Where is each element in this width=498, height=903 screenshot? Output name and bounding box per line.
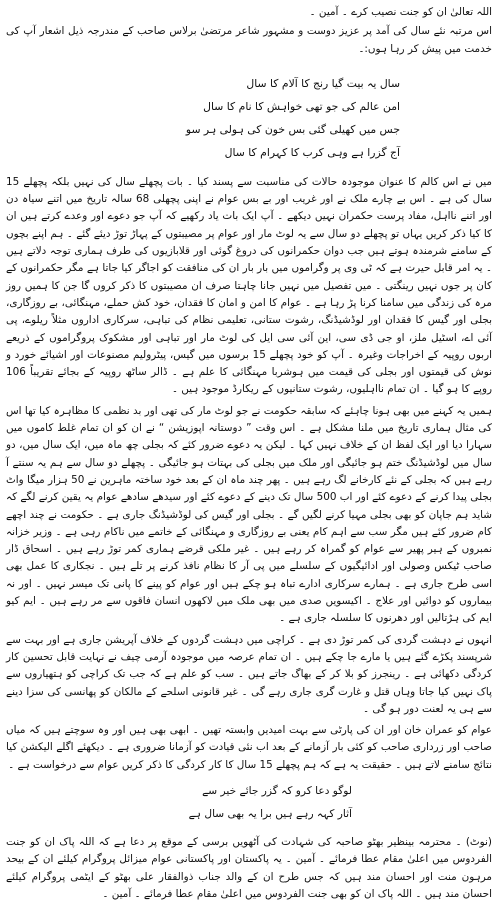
closing-couplet (6, 780, 492, 826)
poem-quatrain (6, 72, 492, 164)
couplet-line: لوگو دعا کرو کہ گزر جائے خیر سے (202, 784, 352, 797)
poem-line: آج گزرا ہے وہی کرب کا کہرام کا سال (224, 145, 400, 159)
poem-line: سال یہ بیت گیا رنج کا آلام کا سال (246, 76, 400, 90)
body-paragraph: میں نے اس کالم کا عنوان موجودہ حالات کی مناسبت سے پسند کیا ۔ بات پچھلے سال کی نہیں بلکہ پچھلے 15 سال کی ہے ۔ اس بے چارے ملک نے اور غریب اور بے بس عوام نے اپنی پچھلی 68 سالہ تاریخ میں اتنے سیاہ دن اور اتنے نااہل، مفاد پرست حکمران نہیں دیکھے ۔ آپ ایک بات یاد رکھیے کہ آپ جو دعوے اور وعدے کرتے ہیں ان کا کیا ذکر کریں یہاں تو پچھلے دو سال سے یہ لوٹ مار اور عوام پر مصیبتوں کے پہاڑ توڑ دیئے گئے ۔ ہم اپنے بچوں کے سامنے شرمندہ ہوتے ہیں جب دوان حکمرانوں کی دروغ گوئی اور قلابازیوں کی طرف ہماری توجہ دلاتے ہیں ۔ یہ امر قابل حیرت ہے کہ ٹی وی پر وگراموں میں بار بار ان کی منافقت کو اجاگر کیا جاتا ہے مگر حکمرانوں کے کان پر جوں نہیں رینگتی ۔ میں تفصیل میں نہیں جانا چاہتا صرف ان مصیبتوں کا ذکر کروں گا جن کا ہمیں روز مرہ کی زندگی میں سامنا کرنا پڑ رہا ہے ۔ عوام کا امن و امان کا فقدان، خود کش حملے، مہنگائی، بے روزگاری، بجلی اور گیس کا فقدان اور لوڈشیڈنگ، رشوت ستانی، تعلیمی نظام کی تباہی، سرکاری اداروں مثلاً ریلوے، پی آئی اے، اسٹیل ملز، او جی ڈی سی، این آئی سی ایل کی لوٹ مار اور تباہی اور مشکوک پروگراموں کے ذریعے اربوں روپیہ کے اخراجات وغیرہ ۔ آپ کو خود پچھلے 15 برسوں میں گیس، پیٹرولیم مصنوعات اور اشیائے خورد و نوش کی قیمتوں اور بجلی کی قیمت میں ہوشربا مہنگائی کا علم ہے ۔ ڈالر ساٹھ روپیہ کے بجائے تقریباً 106 روپے کا ہو گیا ۔ ان تمام نااہلیوں، رشوت ستانیوں کے ریکارڈ موجود ہیں ۔ (6, 175, 493, 396)
poem-line: امن عالم کی جو تھی خواہش کا نام کا سال (203, 99, 400, 113)
couplet-line: آثار کہہ رہے ہیں برا یہ بھی سال ہے (188, 807, 352, 820)
intro-paragraph: اس مرتبہ نئے سال کی آمد پر عزیز دوست و مشہور شاعر مرتضیٰ برلاس صاحب کے مندرجہ ذیل اشعار آپ کی خدمت میں پیش کر رہا ہوں:۔ (6, 25, 492, 55)
poem-line: جس میں کھیلی گئی بس خون کی ہولی ہر سو (185, 122, 400, 136)
body-paragraph: انہوں نے دہشت گردی کی کمر توڑ دی ہے ۔ کراچی میں دہشت گردوں کے خلاف آپریشن جاری ہے اور بہت سے شرپسند پکڑے گئے ہیں یا مارے جا چکے ہیں ۔ ان تمام عرصہ میں موجودہ آرمی چیف نے نہایت قابل تحسین کار کردگی دکھائی ہے ۔ رینجرز کو بلا کر کے بھاگ جاتے ہیں ۔ سب کو علم ہے کہ جب تک کراچی کو ہتھیاروں سے پاک نہیں کیا جاتا وہاں قتل و غارت گری جاری رہے گی ۔ غیر قانونی اسلحے کے مالکان کو پھانسی کی سزا دینے سے ہی یہ لعنت دور ہو گی ۔ (6, 633, 492, 715)
body-paragraph: عوام کو عمران خان اور ان کی پارٹی سے بہت امیدیں وابستہ تھیں ۔ ابھی بھی ہیں اور وہ سوچتے ہیں کہ میاں صاحب اور زرداری صاحب کو کئی بار آزمانے کے بعد اب نئی قیادت کو آزمانا ضروری ہے ۔ دیکھئے اگلے الیکشن کیا نتائج سامنے لاتے ہیں ۔ حقیقت یہ ہے کہ ہم پچھلے 15 سال کا کار کردگی کا ذکر کریں عوام سے درخواست ہے ۔ (6, 724, 492, 771)
opening-line: اللہ تعالیٰ ان کو جنت نصیب کرے ۔ آمین ۔ (309, 6, 492, 18)
body-paragraph: ہمیں یہ کہنے میں بھی ہونا چاہئے کہ سابقہ حکومت نے جو لوٹ مار کی تھی اور بد نظمی کا مظاہرہ کیا تھا اس کی مثال ہماری تاریخ میں ملنا مشکل ہے ۔ اس وقت ” دوستانہ اپوزیشن “ نے ان کو ان تمام غلط کاموں میں سہارا دیا اور ایک لفظ ان کے خلاف نہیں کہا ۔ لیکن یہ دعوے ضرور کئے کہ بجلی چھ ماہ میں، ایک سال میں، دو سال میں لوڈشیڈنگ ختم ہو جائیگی اور ملک میں بجلی کی بہتات ہو جائیگی ۔ پچھلے دو سال سے ہم یہ سنتے آ رہے ہیں کہ بجلی کے نئے کارخانے لگ رہے ہیں ۔ پھر چند ماہ ان کے بعد خود ساختہ ماہرین نے 50 ہزار میگا واٹ بجلی پیدا کرنے کے دعوے کئے اور اب 500 سال تک دینے کے دعوے کئے اور سیدھے سادھے عوام یہ یقین کرنے لگے کہ شاید ہم جاپان کو بھی بجلی مہیا کرنے لگیں گے ۔ بجلی اور گیس کی لوڈشیڈنگ جاری ہے ۔ حکومت نے چند اچھے کام ضرور کئے ہیں مگر سب سے اہم کام یعنی بے روزگاری و مہنگائی کے خاتمے میں ناکام رہی ہے ۔ وزیر خزانہ نمبروں کے ہیر پھیر سے عوام کو گمراہ کر رہے ہیں ۔ غیر ملکی قرضے ہماری کمر توڑ رہے ہیں ۔ اسحاق ڈار صاحب ٹیکس وصولی اور ادائیگیوں کے سلسلے میں پی آر کا نظام نافذ کرنے پر تلے ہیں ۔ نجکاری کا عمل بھی اسی طرح جاری ہے ۔ ہمارے سرکاری ادارے تباہ ہو چکے ہیں اور عوام کو پینے کا پانی تک میسر نہیں ۔ اور نہ بیماروں کو دوائیں اور علاج ۔ اکیسویں صدی میں بھی ملک میں لاکھوں انسان فاقوں سے مر رہے ہیں ۔ ایم کیو ایم کی ہڑتالیں اور دھرنوں کا سلسلہ جاری ہے ۔ (6, 404, 492, 625)
note-paragraph: (نوٹ) ۔ محترمہ بینظیر بھٹو صاحبہ کی شہادت کی آٹھویں برسی کے موقع پر دعا ہے کہ اللہ پاک ان کو جنت الفردوس میں اعلیٰ مقام عطا فرمائے ۔ آمین ۔ یہ پاکستان اور پاکستانی عوام میزائل پروگرام کیلئے ان کے بیحد مرہون منت اور احسان مند ہیں کہ جس طرح ان کے والد جناب ذوالفقار علی بھٹو کے ایٹمی پروگرام کیلئے احسان مند ہیں ۔ اللہ پاک ان کو بھی جنت الفردوس میں اعلیٰ مقام عطا فرمائے ۔ آمین ۔ (6, 835, 492, 900)
